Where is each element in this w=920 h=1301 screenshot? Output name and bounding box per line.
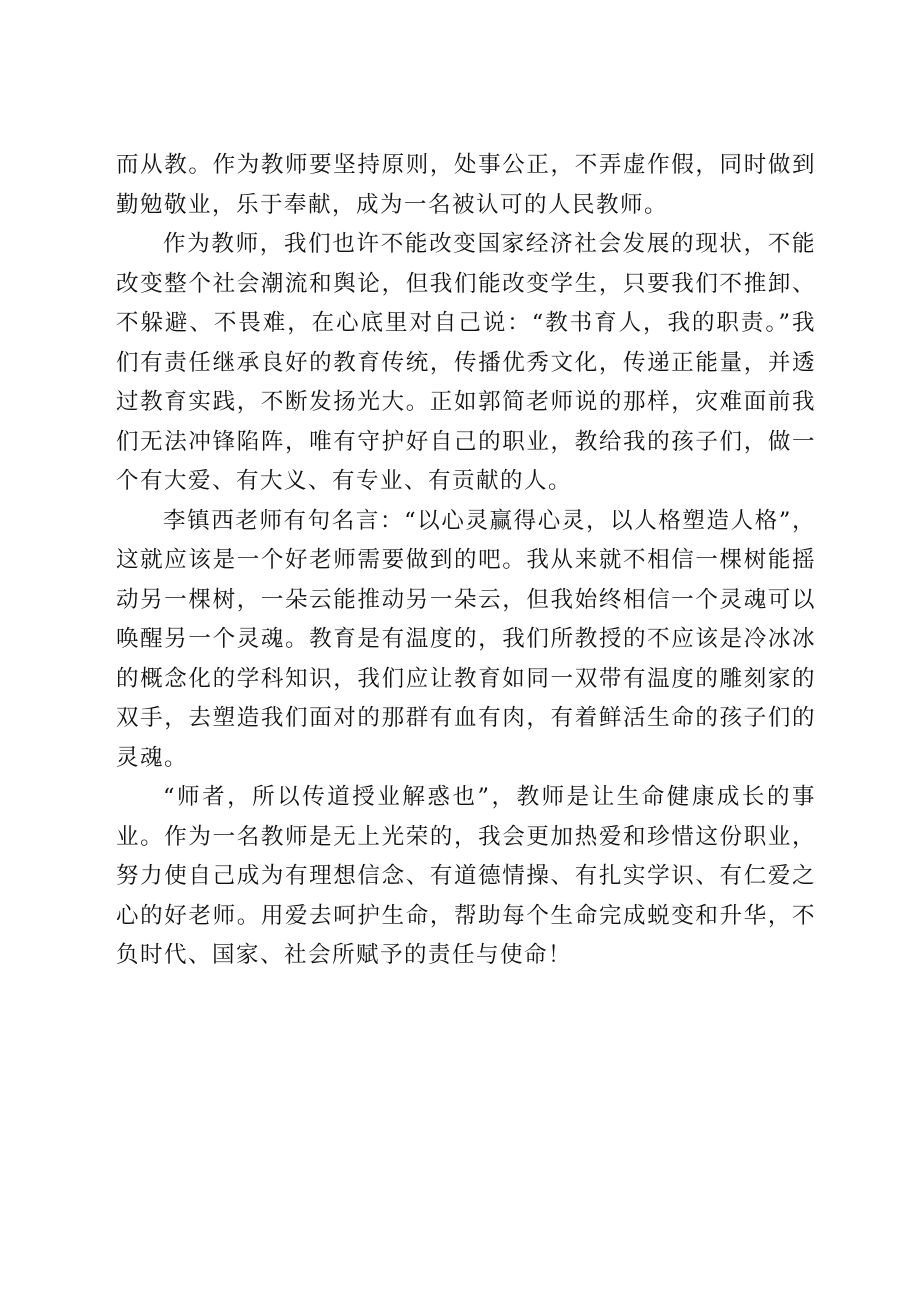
paragraph-li-zhenxi-quote: 李镇西老师有句名言：“以心灵赢得心灵，以人格塑造人格”，这就应该是一个好老师需要做到的吧。我从来就不相信一棵树能摇动另一棵树，一朵云能推动另一朵云，但我始终相信一个灵魂可以唤醒另一个灵魂。教育是有温度的，我们所教授的不应该是冷冰冰的概念化的学科知识，我们应让教育如同一双带有温度的雕刻家的双手，去塑造我们面对的那群有血有肉，有着鲜活生命的孩子们的灵魂。 [116, 507, 816, 771]
paragraph-continuation: 而从教。作为教师要坚持原则，处事公正，不弄虚作假，同时做到勤勉敬业，乐于奉献，成为一名被认可的人民教师。 [116, 152, 816, 218]
paragraph-teacher-change: 作为教师，我们也许不能改变国家经济社会发展的现状，不能改变整个社会潮流和舆论，但我们能改变学生，只要我们不推卸、不躲避、不畏难，在心底里对自己说：“教书育人，我的职责。”我们有责任继承良好的教育传统，传播优秀文化，传递正能量，并透过教育实践，不断发扬光大。正如郭简老师说的那样，灾难面前我们无法冲锋陷阵，唯有守护好自己的职业，教给我的孩子们，做一个有大爱、有大义、有专业、有贡献的人。 [116, 231, 816, 494]
paragraph-teacher-mission: “师者，所以传道授业解惑也”，教师是让生命健康成长的事业。作为一名教师是无上光荣的，我会更加热爱和珍惜这份职业，努力使自己成为有理想信念、有道德情操、有扎实学识、有仁爱之心的好老师。用爱去呵护生命，帮助每个生命完成蜕变和升华，不负时代、国家、社会所赋予的责任与使命！ [116, 784, 816, 968]
document-body [116, 146, 816, 976]
